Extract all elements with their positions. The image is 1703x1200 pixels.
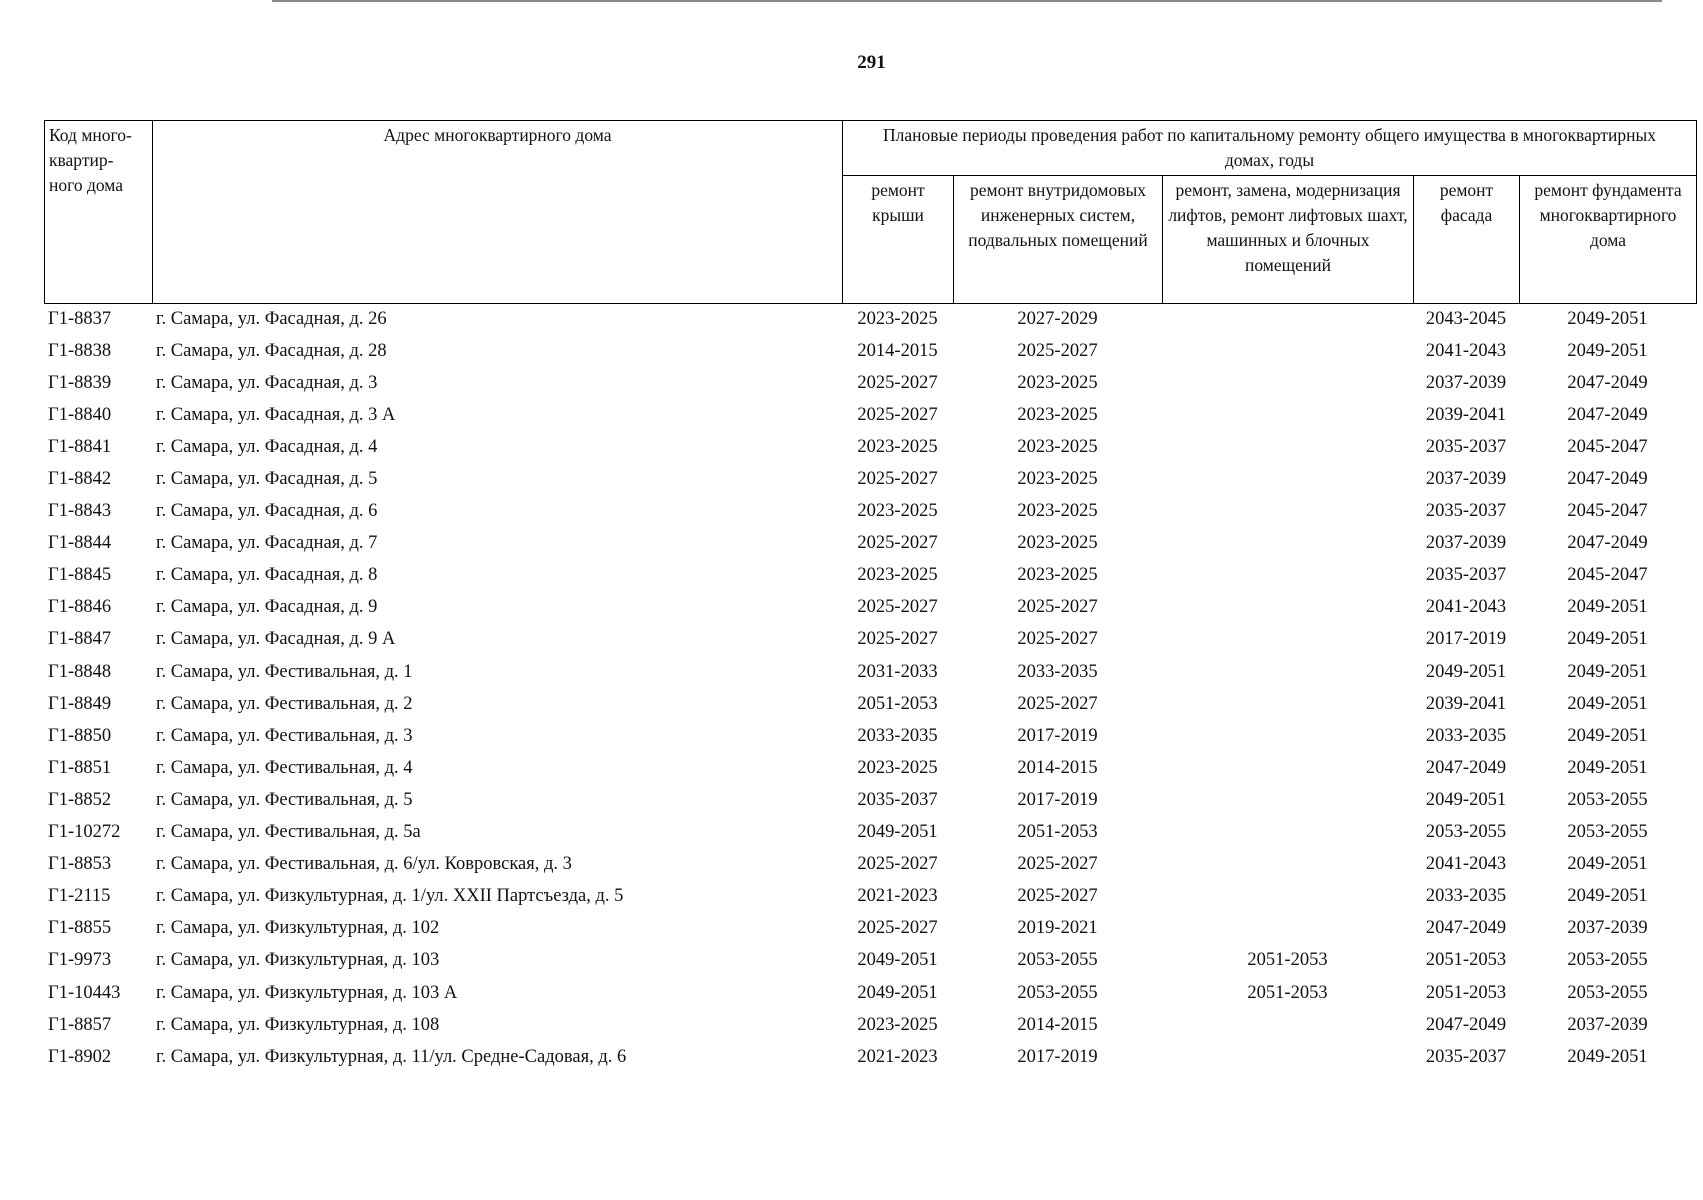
table-row: [44, 303, 1696, 335]
facade-period: 2039-2041: [1425, 693, 1507, 714]
table-row: [44, 496, 1696, 528]
house-address: г. Самара, ул. Фасадная, д. 4: [156, 436, 378, 457]
house-address: г. Самара, ул. Физкультурная, д. 103: [156, 950, 440, 971]
engineering-period: 2051-2053: [1017, 822, 1098, 843]
facade-period: 2039-2041: [1425, 404, 1507, 425]
table-row: [44, 592, 1696, 624]
roof-period: 2049-2051: [857, 982, 938, 1003]
foundation-period: 2047-2049: [1567, 372, 1648, 393]
roof-period: 2023-2025: [857, 436, 938, 457]
engineering-period: 2017-2019: [1017, 1046, 1098, 1067]
facade-period: 2051-2053: [1425, 950, 1507, 971]
house-address: г. Самара, ул. Фасадная, д. 3: [156, 372, 378, 393]
foundation-period: 2049-2051: [1567, 886, 1648, 907]
table-row: [44, 881, 1696, 913]
elevator-period: [1162, 528, 1413, 560]
table-row: [44, 335, 1696, 367]
house-code: Г1-10272: [48, 822, 121, 843]
house-code: Г1-2115: [48, 886, 111, 907]
engineering-period: 2053-2055: [1017, 982, 1098, 1003]
foundation-period: 2053-2055: [1567, 822, 1648, 843]
engineering-period: 2025-2027: [1017, 597, 1098, 618]
table-row: [44, 367, 1696, 399]
roof-period: 2023-2025: [857, 308, 938, 329]
engineering-period: 2025-2027: [1017, 886, 1098, 907]
house-address: г. Самара, ул. Физкультурная, д. 103 А: [156, 982, 458, 1003]
elevator-period: [1162, 817, 1413, 849]
house-address: г. Самара, ул. Фасадная, д. 26: [156, 308, 387, 329]
table-row: [44, 720, 1696, 752]
elevator-period: 2051-2053: [1247, 982, 1328, 1003]
house-address: г. Самара, ул. Фестивальная, д. 5: [156, 789, 413, 810]
foundation-period: 2049-2051: [1567, 597, 1648, 618]
house-address: г. Самара, ул. Фестивальная, д. 2: [156, 693, 413, 714]
elevator-period: [1162, 1041, 1413, 1073]
house-code: Г1-8851: [48, 757, 112, 778]
elevator-period: [1162, 367, 1413, 399]
engineering-period: 2014-2015: [1017, 757, 1098, 778]
foundation-period: 2045-2047: [1567, 565, 1648, 586]
elevator-period: [1162, 624, 1413, 656]
roof-period: 2023-2025: [857, 501, 938, 522]
roof-period: 2051-2053: [857, 693, 938, 714]
facade-period: 2041-2043: [1425, 597, 1507, 618]
elevator-period: [1162, 656, 1413, 688]
roof-period: 2023-2025: [857, 757, 938, 778]
roof-period: 2025-2027: [857, 469, 938, 490]
house-address: г. Самара, ул. Фасадная, д. 3 А: [156, 404, 396, 425]
roof-period: 2021-2023: [857, 1046, 938, 1067]
engineering-period: 2019-2021: [1017, 918, 1098, 939]
roof-period: 2023-2025: [857, 1014, 938, 1035]
engineering-period: 2023-2025: [1017, 533, 1098, 554]
house-address: г. Самара, ул. Физкультурная, д. 1/ул. XXII Партсъезда, д. 5: [156, 886, 624, 907]
table-row: [44, 463, 1696, 495]
table-row: [44, 399, 1696, 431]
roof-period: 2035-2037: [857, 789, 938, 810]
house-address: г. Самара, ул. Физкультурная, д. 102: [156, 918, 440, 939]
house-code: Г1-8850: [48, 725, 112, 746]
table-row: [44, 849, 1696, 881]
roof-period: 2023-2025: [857, 565, 938, 586]
facade-period: 2041-2043: [1425, 340, 1507, 361]
roof-period: 2021-2023: [857, 886, 938, 907]
house-code: Г1-8841: [48, 436, 112, 457]
header-roof: ремонт крыши: [843, 176, 954, 304]
table-row: [44, 560, 1696, 592]
table-row: [44, 913, 1696, 945]
roof-period: 2025-2027: [857, 533, 938, 554]
engineering-period: 2025-2027: [1017, 629, 1098, 650]
house-address: г. Самара, ул. Фасадная, д. 6: [156, 501, 378, 522]
facade-period: 2049-2051: [1425, 789, 1507, 810]
elevator-period: [1162, 399, 1413, 431]
house-code: Г1-8842: [48, 469, 112, 490]
facade-period: 2035-2037: [1425, 565, 1507, 586]
table-row: [44, 945, 1696, 977]
foundation-period: 2053-2055: [1567, 982, 1648, 1003]
roof-period: 2014-2015: [857, 340, 938, 361]
elevator-period: [1162, 752, 1413, 784]
foundation-period: 2047-2049: [1567, 533, 1648, 554]
page-number: 291: [857, 52, 886, 73]
top-rule: [272, 0, 1662, 2]
house-code: Г1-8848: [48, 661, 112, 682]
facade-period: 2017-2019: [1425, 629, 1507, 650]
roof-period: 2025-2027: [857, 918, 938, 939]
roof-period: 2033-2035: [857, 725, 938, 746]
facade-period: 2043-2045: [1425, 308, 1507, 329]
facade-period: 2033-2035: [1425, 886, 1507, 907]
house-code: Г1-8843: [48, 501, 112, 522]
engineering-period: 2017-2019: [1017, 725, 1098, 746]
roof-period: 2025-2027: [857, 372, 938, 393]
house-address: г. Самара, ул. Фестивальная, д. 3: [156, 725, 413, 746]
house-address: г. Самара, ул. Фасадная, д. 9: [156, 597, 378, 618]
engineering-period: 2023-2025: [1017, 436, 1098, 457]
facade-period: 2051-2053: [1425, 982, 1507, 1003]
elevator-period: [1162, 592, 1413, 624]
roof-period: 2049-2051: [857, 822, 938, 843]
facade-period: 2049-2051: [1425, 661, 1507, 682]
house-code: Г1-10443: [48, 982, 121, 1003]
table-row: [44, 528, 1696, 560]
engineering-period: 2014-2015: [1017, 1014, 1098, 1035]
engineering-period: 2023-2025: [1017, 469, 1098, 490]
roof-period: 2025-2027: [857, 629, 938, 650]
house-code: Г1-8852: [48, 789, 112, 810]
header-periods: Плановые периоды проведения работ по капитальному ремонту общего имущества в многоквартирных домах, годы: [843, 121, 1697, 176]
engineering-period: 2027-2029: [1017, 308, 1098, 329]
house-address: г. Самара, ул. Фестивальная, д. 6/ул. Ковровская, д. 3: [156, 854, 572, 875]
engineering-period: 2023-2025: [1017, 404, 1098, 425]
house-address: г. Самара, ул. Фасадная, д. 8: [156, 565, 378, 586]
roof-period: 2025-2027: [857, 404, 938, 425]
engineering-period: 2023-2025: [1017, 565, 1098, 586]
table-row: [44, 624, 1696, 656]
facade-period: 2047-2049: [1425, 757, 1507, 778]
foundation-period: 2049-2051: [1567, 693, 1648, 714]
table-row: [44, 1009, 1696, 1041]
elevator-period: [1162, 560, 1413, 592]
house-code: Г1-8839: [48, 372, 112, 393]
house-address: г. Самара, ул. Фасадная, д. 9 А: [156, 629, 396, 650]
foundation-period: 2049-2051: [1567, 340, 1648, 361]
data-table: [44, 303, 1696, 1073]
elevator-period: [1162, 881, 1413, 913]
house-code: Г1-8849: [48, 693, 112, 714]
engineering-period: 2033-2035: [1017, 661, 1098, 682]
house-address: г. Самара, ул. Фасадная, д. 5: [156, 469, 378, 490]
header-elevators: ремонт, замена, модернизация лифтов, ремонт лифтовых шахт, машинных и блочных помещений: [1163, 176, 1414, 304]
facade-period: 2037-2039: [1425, 533, 1507, 554]
elevator-period: [1162, 784, 1413, 816]
elevator-period: [1162, 431, 1413, 463]
roof-period: 2025-2027: [857, 597, 938, 618]
foundation-period: 2049-2051: [1567, 854, 1648, 875]
foundation-period: 2037-2039: [1567, 918, 1648, 939]
elevator-period: 2051-2053: [1247, 950, 1328, 971]
elevator-period: [1162, 720, 1413, 752]
house-code: Г1-8847: [48, 629, 112, 650]
engineering-period: 2025-2027: [1017, 693, 1098, 714]
engineering-period: 2025-2027: [1017, 340, 1098, 361]
foundation-period: 2047-2049: [1567, 469, 1648, 490]
house-code: Г1-9973: [48, 950, 112, 971]
house-code: Г1-8846: [48, 597, 112, 618]
roof-period: 2049-2051: [857, 950, 938, 971]
house-code: Г1-8837: [48, 308, 112, 329]
facade-period: 2035-2037: [1425, 501, 1507, 522]
facade-period: 2033-2035: [1425, 725, 1507, 746]
facade-period: 2053-2055: [1425, 822, 1507, 843]
elevator-period: [1162, 913, 1413, 945]
foundation-period: 2049-2051: [1567, 1046, 1648, 1067]
house-code: Г1-8844: [48, 533, 112, 554]
house-address: г. Самара, ул. Физкультурная, д. 108: [156, 1014, 440, 1035]
facade-period: 2037-2039: [1425, 469, 1507, 490]
house-address: г. Самара, ул. Фестивальная, д. 4: [156, 757, 413, 778]
elevator-period: [1162, 496, 1413, 528]
table-row: [44, 656, 1696, 688]
facade-period: 2047-2049: [1425, 918, 1507, 939]
engineering-period: 2017-2019: [1017, 789, 1098, 810]
house-code: Г1-8902: [48, 1046, 112, 1067]
foundation-period: 2049-2051: [1567, 757, 1648, 778]
facade-period: 2035-2037: [1425, 436, 1507, 457]
foundation-period: 2049-2051: [1567, 661, 1648, 682]
house-address: г. Самара, ул. Фестивальная, д. 1: [156, 661, 413, 682]
foundation-period: 2053-2055: [1567, 950, 1648, 971]
roof-period: 2025-2027: [857, 854, 938, 875]
roof-period: 2031-2033: [857, 661, 938, 682]
facade-period: 2037-2039: [1425, 372, 1507, 393]
elevator-period: [1162, 849, 1413, 881]
table-row: [44, 752, 1696, 784]
table-row: [44, 817, 1696, 849]
house-code: Г1-8840: [48, 404, 112, 425]
foundation-period: 2049-2051: [1567, 725, 1648, 746]
header-facade: ремонт фасада: [1414, 176, 1520, 304]
elevator-period: [1162, 303, 1413, 335]
house-address: г. Самара, ул. Фасадная, д. 7: [156, 533, 378, 554]
house-code: Г1-8855: [48, 918, 112, 939]
facade-period: 2047-2049: [1425, 1014, 1507, 1035]
facade-period: 2035-2037: [1425, 1046, 1507, 1067]
engineering-period: 2025-2027: [1017, 854, 1098, 875]
facade-period: 2041-2043: [1425, 854, 1507, 875]
table-row: [44, 977, 1696, 1009]
engineering-period: 2053-2055: [1017, 950, 1098, 971]
foundation-period: 2037-2039: [1567, 1014, 1648, 1035]
table-row: [44, 784, 1696, 816]
house-address: г. Самара, ул. Фасадная, д. 28: [156, 340, 387, 361]
table-row: [44, 431, 1696, 463]
foundation-period: 2047-2049: [1567, 404, 1648, 425]
house-code: Г1-8845: [48, 565, 112, 586]
house-address: г. Самара, ул. Фестивальная, д. 5а: [156, 822, 421, 843]
header-address: Адрес многоквартирного дома: [153, 121, 843, 304]
header-foundation: ремонт фундамента многоквартирного дома: [1520, 176, 1697, 304]
foundation-period: 2049-2051: [1567, 629, 1648, 650]
house-address: г. Самара, ул. Физкультурная, д. 11/ул. Средне-Садовая, д. 6: [156, 1046, 627, 1067]
header-engineering: ремонт внутридомовых инженерных систем, подвальных помещений: [954, 176, 1163, 304]
table-row: [44, 688, 1696, 720]
elevator-period: [1162, 463, 1413, 495]
foundation-period: 2045-2047: [1567, 436, 1648, 457]
foundation-period: 2045-2047: [1567, 501, 1648, 522]
elevator-period: [1162, 1009, 1413, 1041]
house-code: Г1-8853: [48, 854, 112, 875]
table-row: [44, 1041, 1696, 1073]
table-header: [44, 120, 1697, 304]
elevator-period: [1162, 688, 1413, 720]
elevator-period: [1162, 335, 1413, 367]
house-code: Г1-8857: [48, 1014, 112, 1035]
foundation-period: 2049-2051: [1567, 308, 1648, 329]
foundation-period: 2053-2055: [1567, 789, 1648, 810]
header-code: Код много- квартир- ного дома: [45, 121, 153, 304]
house-code: Г1-8838: [48, 340, 112, 361]
engineering-period: 2023-2025: [1017, 372, 1098, 393]
engineering-period: 2023-2025: [1017, 501, 1098, 522]
